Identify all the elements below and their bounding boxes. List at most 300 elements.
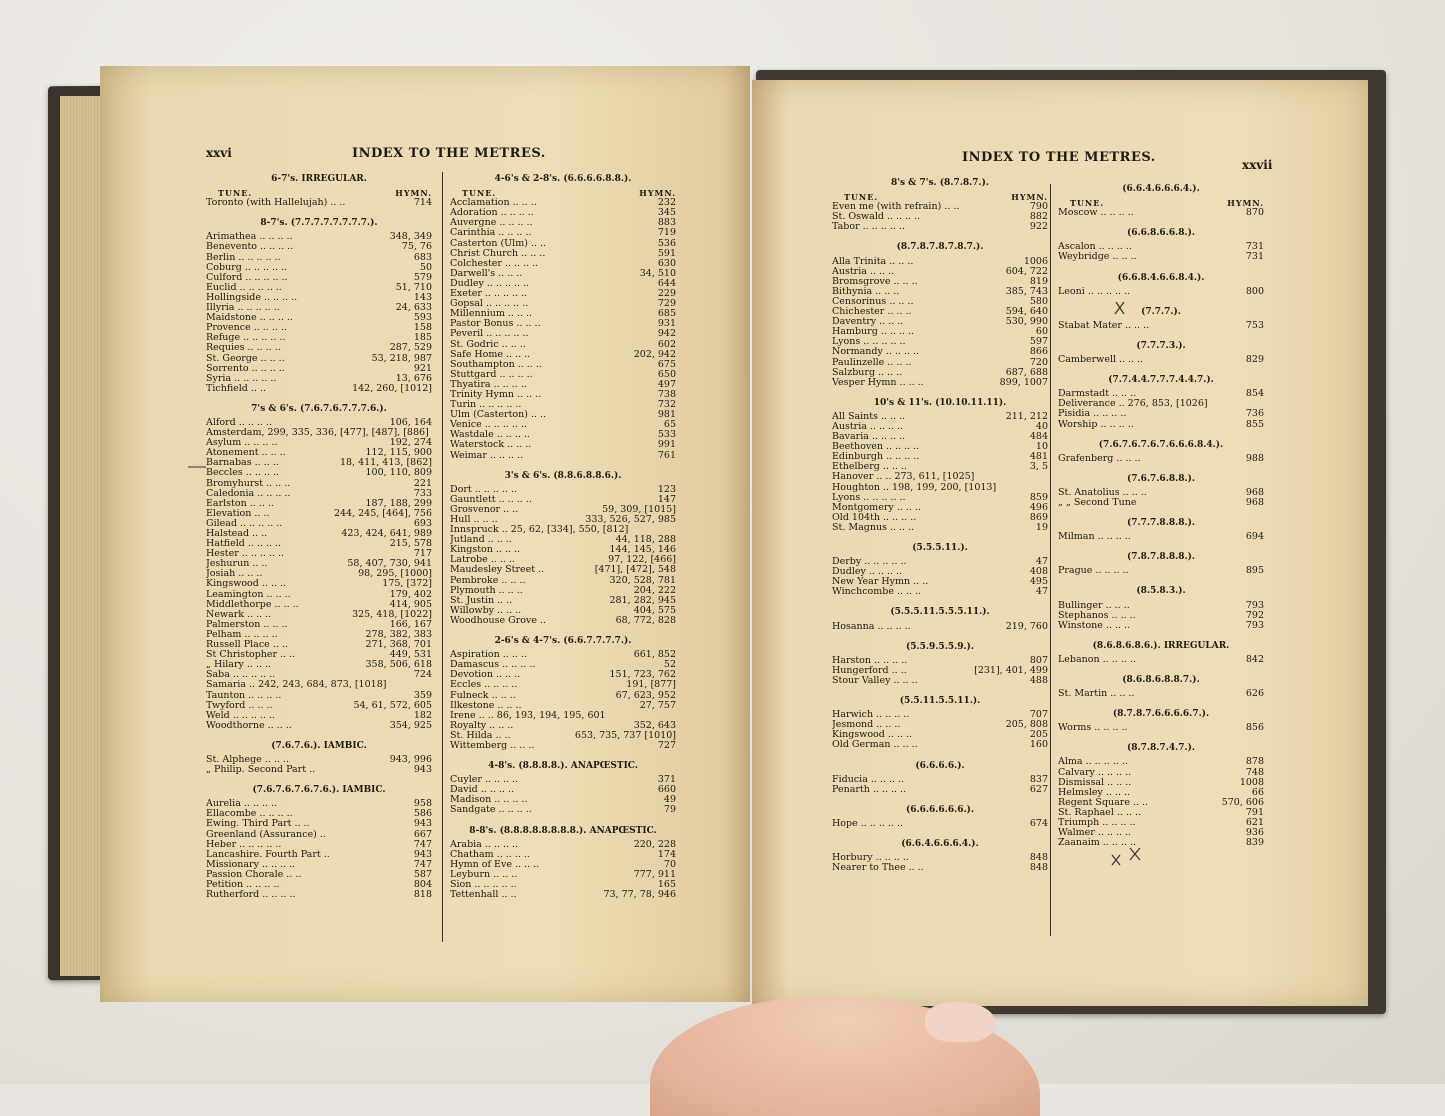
tune-name: Sorrento .. .. .. .. [206,363,285,374]
index-row [832,567,1048,577]
hymn-numbers: 352, 643 [633,719,676,731]
tune-name: Innspruck .. 25, 62, [334], 550, [812] [450,525,629,536]
tune-name: Woodthorne .. .. .. [206,720,292,731]
index-row [450,616,676,626]
hymn-header: HYMN. [1011,192,1048,203]
index-row [832,785,1048,795]
tune-name: Wittemberg .. .. .. [450,740,535,751]
hymn-numbers: 60 [1035,326,1048,338]
index-row [206,509,432,519]
index-row [1058,611,1264,621]
section-heading: (5.5.5.11.5.5.5.11.). [890,607,990,618]
tune-name: Atonement .. .. .. [206,448,286,459]
section-heading: (7.7.7.3.). [1136,340,1186,351]
hymn-numbers: 777, 911 [633,868,676,880]
index-row [832,337,1048,347]
index-row [450,299,676,309]
index-row [1058,828,1264,838]
tune-name: David .. .. .. .. [450,785,515,796]
hymn-numbers: 423, 424, 641, 989 [341,528,432,539]
index-row [832,412,1048,422]
tune-name: Heber .. .. .. .. .. [206,839,282,850]
section-heading: (7.7.4.4.7.7.7.4.4.7.). [1108,375,1214,386]
hymn-numbers: 804 [413,879,432,890]
hymn-numbers: 160 [1029,739,1048,751]
index-row [450,400,676,410]
tune-name: Jesmond .. .. .. [832,720,901,731]
tune-name: Ulm (Casterton) .. .. [450,410,547,421]
index-row [832,523,1048,533]
hymn-numbers: 724 [413,669,432,681]
hymn-numbers: 40 [1035,420,1048,432]
index-row [1058,420,1264,430]
tune-name: Jeshurun .. .. [206,559,268,570]
index-row [450,218,676,228]
index-row [832,493,1048,503]
section-heading: (7.7.7.8.8.8.). [1126,518,1196,529]
hymn-numbers: 859 [1029,491,1048,503]
index-row [832,317,1048,327]
index-row [450,485,676,495]
hymn-numbers: 27, 757 [639,699,676,711]
tune-name: St. Raphael .. .. .. [1058,807,1142,818]
index-row [1058,208,1264,218]
index-row [206,539,432,549]
hymn-numbers: 13, 676 [395,372,432,384]
hymn-numbers: 991 [657,439,676,451]
tune-name: Gauntlett .. .. .. .. [450,494,532,505]
hymn-numbers: 829 [1245,354,1264,366]
column-rule [442,172,443,942]
tune-name: Old 104th .. .. .. .. [832,512,917,523]
index-row [206,840,432,850]
section-heading: (8.6.8.6.8.8.7.). [1122,675,1200,685]
hymn-numbers: 943, 996 [389,753,432,765]
index-row [450,440,676,450]
index-row [450,198,676,208]
index-row [832,202,1048,212]
hymn-numbers: 495 [1029,576,1048,588]
index-row [206,198,432,208]
index-row [1058,689,1264,699]
index-row [1058,723,1264,733]
tune-name: Edinburgh .. .. .. .. [832,452,920,463]
index-row [206,384,432,394]
tune-name: Hope .. .. .. .. .. [832,818,904,829]
tune-name: Houghton .. 198, 199, 200, [1013] [832,482,997,493]
hymn-numbers: 112, 115, 900 [365,447,432,459]
hymn-numbers: 333, 526, 527, 985 [585,514,676,525]
index-row [206,799,432,809]
index-row [206,890,432,900]
hymn-numbers: 854 [1245,388,1264,400]
tune-name: Darmstadt .. .. .. [1058,389,1137,400]
tune-name: Tichfield .. .. [206,383,267,394]
index-row [1058,399,1264,409]
tune-name: Fulneck .. .. .. [450,690,516,701]
hymn-numbers: 530, 990 [1005,316,1048,328]
tune-name: Daventry .. .. .. [832,317,904,328]
hymn-numbers: 660 [657,784,676,796]
tune-name: Stabat Mater .. .. .. [1058,320,1150,331]
tune-name: Grafenberg .. .. .. [1058,453,1141,464]
hymn-numbers: 34, 510 [639,267,676,279]
index-row [450,319,676,329]
index-row [206,323,432,333]
hymn-numbers: 348, 349 [389,231,432,243]
index-row [206,418,432,428]
tune-name: Beethoven .. .. .. .. [832,442,920,453]
index-row [450,795,676,805]
index-row [450,350,676,360]
tune-name: Christ Church .. .. .. [450,248,546,259]
hymn-numbers: 123 [657,483,676,495]
tune-name: Ewing. Third Part .. .. [206,819,310,830]
tune-name: Walmer .. .. .. .. [1058,828,1132,839]
tune-name: Barnabas .. .. .. [206,458,279,469]
hymn-numbers: 921 [413,362,432,374]
column-header [832,192,1048,202]
tune-name: Hungerford .. .. [832,665,907,676]
hymn-numbers: 661, 852 [633,649,676,661]
index-row [206,819,432,829]
tune-name: Irene .. .. 86, 193, 194, 195, 601 [450,710,606,721]
index-row [1058,808,1264,818]
tune-name: Austria .. .. .. .. [832,421,904,432]
hymn-numbers: 733 [413,487,432,499]
hymn-numbers: 67, 623, 952 [615,689,676,701]
hymn-numbers: 408 [1029,566,1048,578]
index-row [450,309,676,319]
hymn-numbers: 731 [1245,241,1264,253]
index-row [1058,621,1264,631]
hymn-numbers: 359 [413,689,432,701]
tune-name: Colchester .. .. .. .. [450,258,539,269]
tune-name: Censorinus .. .. .. [832,296,914,307]
tune-name: Missionary .. .. .. .. [206,859,296,870]
hymn-numbers: 869 [1029,511,1048,523]
index-row [1058,252,1264,262]
tune-name: Thyatira .. .. .. .. [450,379,527,390]
hymn-numbers: 1006 [1023,255,1048,267]
hymn-numbers: 570, 606 [1221,796,1264,808]
hymn-numbers: 626 [1245,688,1264,700]
hymn-numbers: 205 [1029,729,1048,741]
hymn-numbers: 837 [1029,773,1048,785]
hymn-numbers: 717 [413,548,432,560]
index-row [1058,601,1264,611]
hymn-numbers: 97, 122, [466] [608,554,676,566]
hymn-numbers: 191, [877] [626,679,676,691]
tune-name: Chatham .. .. .. .. [450,849,530,860]
hymn-numbers: 800 [1245,285,1264,297]
index-row [832,222,1048,232]
hymn-numbers: 142, 260, [1012] [352,382,432,394]
tune-name: Hamburg .. .. .. .. [832,327,915,338]
tune-name: Southampton .. .. .. [450,359,542,370]
tune-name: Ascalon .. .. .. .. [1058,242,1132,253]
index-row [450,785,676,795]
hymn-numbers: 604, 722 [1005,265,1048,277]
index-row [832,503,1048,513]
column-rule [1050,184,1051,936]
tune-name: Stuttgard .. .. .. .. [450,369,533,380]
index-row [206,765,432,775]
hymn-numbers: 147 [657,493,676,505]
hymn-numbers: 593 [413,312,432,324]
hymn-numbers: 158 [413,322,432,334]
index-row [450,650,676,660]
tune-name: Horbury .. .. .. .. [832,853,909,864]
index-row [832,622,1048,632]
tune-name: Worms .. .. .. .. [1058,723,1128,734]
index-row [450,701,676,711]
tune-name: Ellacombe .. .. .. .. [206,809,293,820]
hymn-numbers: 533 [657,429,676,441]
hymn-numbers: 621 [1245,817,1264,829]
index-row [1058,838,1264,848]
tune-name: Halstead .. .. [206,529,268,539]
index-row [1058,409,1264,419]
section-heading: (7.6.7.6.8.8.). [1126,473,1196,484]
tune-name: St. Martin .. .. .. [1058,689,1135,700]
index-row [832,287,1048,297]
index-row [206,283,432,293]
hymn-numbers: 187, 188, 299 [365,497,432,509]
hymn-numbers: 747 [413,858,432,870]
tune-name: Berlin .. .. .. .. .. [206,252,281,263]
hymn-numbers: 204, 222 [633,584,676,596]
hymn-numbers: 98, 295, [1000] [358,568,432,580]
tune-name: Chichester .. .. .. [832,307,912,318]
hymn-numbers: 807 [1029,654,1048,666]
tune-name: Stour Valley .. .. .. [832,675,918,686]
tune-header: TUNE. [462,188,497,199]
fingernail [925,1002,995,1042]
index-row [832,740,1048,750]
index-row [832,267,1048,277]
index-row [450,239,676,249]
tune-name: Maidstone .. .. .. .. [206,313,293,324]
hymn-numbers: 988 [1245,452,1264,464]
hymn-numbers: 68, 772, 828 [615,614,676,626]
hymn-numbers: 667 [413,828,432,840]
tune-name: Vesper Hymn .. .. .. [832,377,924,388]
hymn-numbers: 791 [1245,806,1264,818]
left-page-title: INDEX TO THE METRES. [352,146,546,161]
hymn-numbers: 320, 528, 781 [609,574,676,586]
hymn-numbers: 54, 61, 572, 605 [353,699,432,711]
tune-header: TUNE. [218,188,253,199]
hymn-numbers: 729 [657,298,676,310]
hymn-numbers: 687, 688 [1005,366,1048,378]
hymn-numbers: 18, 411, 413, [862] [339,457,432,469]
index-row [206,809,432,819]
tune-name: St. Justin .. .. [450,595,513,606]
right-page [752,80,1368,1006]
index-row [450,850,676,860]
hymn-numbers: 73, 77, 78, 946 [603,889,676,901]
index-row [450,420,676,430]
section-heading: 2-6's & 4-7's. (6.6.7.7.7.7.). [494,636,632,647]
hymn-numbers: 232 [657,197,676,209]
index-row [1058,778,1264,788]
index-row [206,232,432,242]
tune-name: Dudley .. .. .. .. .. [450,278,530,289]
tune-name: Prague .. .. .. .. [1058,566,1129,577]
hymn-numbers: 866 [1029,346,1048,358]
hymn-header: HYMN. [1227,198,1264,209]
index-row [832,819,1048,829]
hymn-numbers: 848 [1029,862,1048,874]
index-row [206,755,432,765]
hymn-numbers: 345 [657,207,676,219]
tune-name: Caledonia .. .. .. .. [206,488,291,499]
tune-name: Kingswood .. .. .. [206,579,287,590]
hymn-numbers: 968 [1245,496,1264,508]
index-row [832,212,1048,222]
left-column-1 [206,174,432,900]
tune-name: Salzburg .. .. .. [832,367,903,378]
index-row [450,380,676,390]
tune-name: Lebanon .. .. .. .. [1058,654,1136,665]
tune-name: Jutland .. .. .. [450,535,512,546]
index-row [450,360,676,370]
section-heading: (8.7.8.7.4.7.). [1126,743,1196,754]
hymn-numbers: 488 [1029,674,1048,686]
tune-name: Alla Trinita .. .. .. [832,256,914,267]
hymn-numbers: 870 [1245,207,1264,219]
hymn-numbers: 943 [413,848,432,860]
section-heading: (5.5.11.5.5.11.). [899,696,981,707]
tune-name: Stephanos .. .. .. [1058,610,1136,621]
index-row [1058,355,1264,365]
tune-name: Calvary .. .. .. .. [1058,767,1132,778]
hymn-numbers: 707 [1029,709,1048,721]
tune-name: Twyford .. .. .. [206,700,273,711]
hymn-numbers: 727 [657,739,676,751]
index-row [1058,287,1264,297]
hymn-numbers: 683 [413,251,432,263]
tune-name: Acclamation .. .. .. [450,198,537,209]
hymn-numbers: 839 [1245,837,1264,849]
index-row [206,830,432,840]
tune-name: Syria .. .. .. .. .. [206,373,277,384]
index-row [450,410,676,420]
tune-name: Arimathea .. .. .. .. [206,232,293,243]
tune-name: Requies .. .. .. .. [206,343,281,354]
tune-name: Tabor .. .. .. .. .. [832,222,905,233]
index-row [832,442,1048,452]
index-row [206,303,432,313]
hymn-numbers: 49 [663,794,676,806]
hymn-numbers: 579 [413,271,432,283]
tune-name: Milman .. .. .. .. [1058,532,1131,543]
hymn-numbers: 594, 640 [1005,306,1048,318]
hymn-numbers: 644 [657,277,676,289]
section-heading: 8-8's. (8.8.8.8.8.8.8.8.). ANAPŒSTIC. [469,825,657,836]
tune-name: Aurelia .. .. .. .. [206,799,278,810]
index-row [832,327,1048,337]
tune-name: Illyria .. .. .. .. .. [206,303,280,314]
tune-name: St. Alphege .. .. .. [206,754,289,765]
tune-name: New Year Hymn .. .. [832,577,929,588]
hymn-numbers: 793 [1245,599,1264,611]
index-row [206,253,432,263]
tune-name: Venice .. .. .. .. .. [450,420,528,431]
tune-name: Pastor Bonus .. .. .. [450,319,541,330]
tune-name: Hollingside .. .. .. .. [206,292,298,303]
hymn-numbers: 591 [657,247,676,259]
hymn-numbers: 942 [657,328,676,340]
tune-name: Casterton (Ulm) .. .. [450,238,547,249]
hymn-numbers: 602 [657,338,676,350]
hymn-numbers: [231], 401, 499 [974,664,1048,676]
hymn-numbers: 790 [1029,201,1048,213]
hymn-numbers: 271, 368, 701 [365,639,432,651]
hymn-numbers: 627 [1029,783,1048,795]
tune-name: St. Hilda .. .. [450,730,511,741]
index-row [450,680,676,690]
hymn-numbers: 165 [657,879,676,890]
tune-name: Woodhouse Grove .. [450,615,547,626]
hymn-numbers: 278, 382, 383 [365,628,432,640]
index-row [206,680,432,690]
tune-name: All Saints .. .. .. [832,411,906,422]
tune-name: Peveril .. .. .. .. .. [450,329,529,340]
hymn-numbers: 761 [657,449,676,461]
tune-name: St Christopher .. .. [206,650,296,661]
tune-name: Penarth .. .. .. .. [832,784,907,795]
hymn-numbers: 842 [1245,653,1264,665]
hymn-numbers: 179, 402 [389,588,432,600]
tune-name: Provence .. .. .. .. [206,323,287,334]
tune-name: Alford .. .. .. .. [206,417,272,428]
tune-name: Dismissal .. .. .. [1058,777,1132,788]
tune-name: Alma .. .. .. .. .. [1058,757,1128,768]
tune-name: Harston .. .. .. .. [832,655,908,666]
section-heading: (6.6.8.6.6.8.). [1126,228,1196,239]
index-row [206,721,432,731]
hymn-numbers: 10 [1035,441,1048,453]
tune-name: Ilkestone .. .. .. [450,700,522,711]
tune-name: Trinity Hymn .. .. .. [450,389,542,400]
tune-name: Bromyhurst .. .. .. [206,478,291,489]
section-heading: (8.5.8.3.). [1136,586,1186,597]
right-column-1 [832,178,1048,873]
hymn-numbers: 792 [1245,609,1264,621]
index-row [450,228,676,238]
tune-name: Hanover .. .. 273, 611, [1025] [832,472,975,483]
tune-name: Normandy .. .. .. .. [832,347,920,358]
tune-name: Earlston .. .. .. [206,498,274,509]
section-heading: 7's & 6's. (7.6.7.6.7.7.7.6.). [251,403,387,414]
hymn-numbers: 52 [663,659,676,671]
tune-name: Safe Home .. .. .. [450,349,531,360]
hymn-numbers: 484 [1029,431,1048,443]
tune-name: Lancashire. Fourth Part .. [206,849,330,860]
tune-name: St. George .. .. .. [206,353,285,364]
index-row [832,863,1048,873]
tune-name: Gopsal .. .. .. .. .. [450,299,529,310]
hymn-numbers: 287, 529 [389,342,432,354]
index-row [206,354,432,364]
index-row [1058,242,1264,252]
hymn-numbers: 931 [657,318,676,330]
hymn-numbers: 878 [1245,756,1264,768]
hymn-numbers: 65 [663,419,676,431]
hymn-numbers: 674 [1029,817,1048,829]
